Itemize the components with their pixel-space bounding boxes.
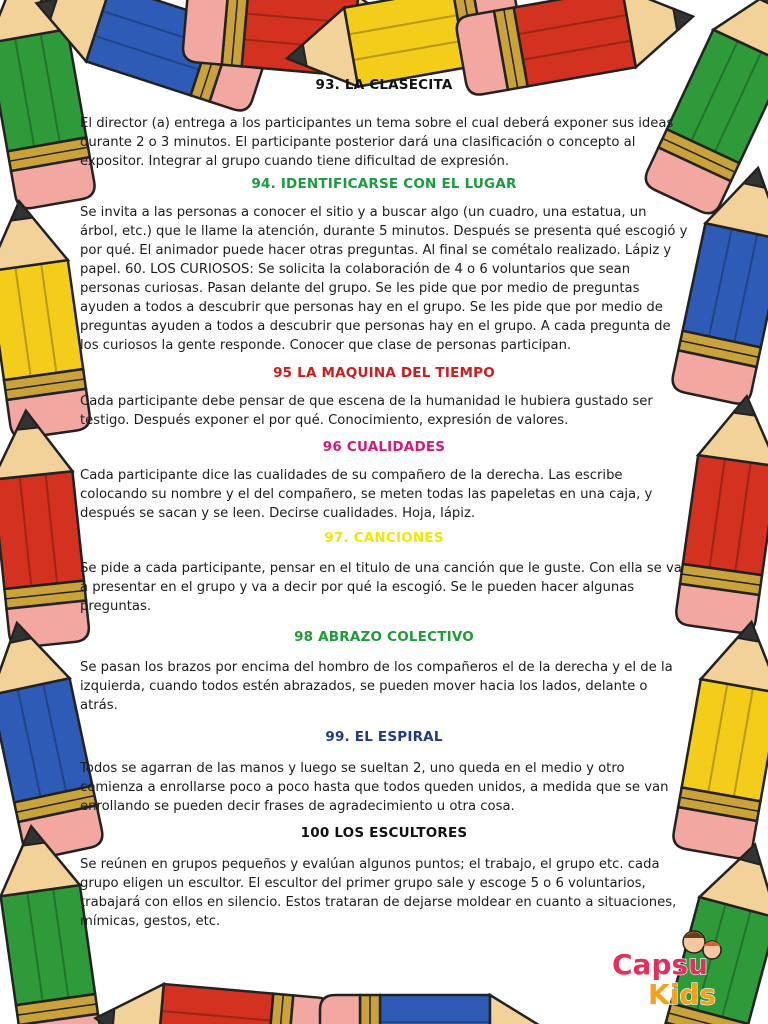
section-text-96: Cada participante dice las cualidades de su compañero de la derecha. Las escribe colocando su nombre y el del compañero, se meten todas las papeletas en una caja, y después se sacan y se leen. Decirse cualidades. Hoja, lápiz. xyxy=(80,468,653,521)
section-title-95: 95 LA MAQUINA DEL TIEMPO xyxy=(273,365,495,381)
section-title-97: 97. CANCIONES xyxy=(324,530,444,546)
document-body xyxy=(80,72,688,931)
section-title-98: 98 ABRAZO COLECTIVO xyxy=(294,629,474,645)
section-title-99: 99. EL ESPIRAL xyxy=(325,729,443,745)
section-text-94: Se invita a las personas a conocer el sitio y a buscar algo (un cuadro, una estatua, un árbol, etc.) que le llame la atención, durante 5 minutos. Después se presenta qué escogió y por qué. El animador puede hacer otras preguntas. Al final se cométalo realizado. Lápiz y papel. 60. LOS CURIOSOS: Se solicita la colaboración de 4 o 6 voluntarios que sean personas curiosas. Pasan delante del grupo. Se les pide que por medio de preguntas ayuden a todos a descubrir que personas hay en el grupo. Se les pide que por medio de preguntas ayuden a todos a descubrir que personas hay en el grupo. A cada pregunta de los curiosos la gente responde. Conocer que clase de personas participan. xyxy=(80,205,688,353)
section-text-93: El director (a) entrega a los participantes un tema sobre el cual deberá exponer sus ideas durante 2 o 3 minutos. El participante posterior dará una clasificación o concepto al expositor. Integrar al grupo cuando tiene dificultad de expresión. xyxy=(80,116,674,169)
logo-line1: Capsu xyxy=(612,948,709,981)
section-title-94: 94. IDENTIFICARSE CON EL LUGAR xyxy=(251,176,517,192)
section-text-97: Se pide a cada participante, pensar en el titulo de una canción que le guste. Con ella se va a presentar en el grupo y va a decir por qué la escogió. Se le pueden hacer algunas preguntas. xyxy=(80,561,682,614)
section-text-98: Se pasan los brazos por encima del hombro de los compañeros el de la derecha y el de la izquierda, cuando todos estén abrazados, se pueden mover hacia los lados, delante o atrás. xyxy=(80,660,673,713)
section-text-99: Todos se agarran de las manos y luego se sueltan 2, uno queda en el medio y otro comienza a enrollarse poco a poco hasta que todos queden unidos, a medida que se van enrollando se pueden decir frases de agradecimiento u otra cosa. xyxy=(80,761,669,814)
section-text-100: Se reúnen en grupos pequeños y evalúan algunos puntos; el trabajo, el grupo etc. cada grupo eligen un escultor. El escultor del primer grupo sale y escoge 5 o 6 voluntarios, trabajará con ellos en silencio. Estos trataran de dejarse moldear en cuanto a situaciones, mímicas, gestos, etc. xyxy=(80,857,677,929)
logo-line2: Kids xyxy=(648,978,717,1010)
section-text-95: Cada participante debe pensar de que escena de la humanidad le hubiera gustado ser testigo. Después exponer el por qué. Conocimiento, expresión de valores. xyxy=(80,394,653,428)
capsu-kids-logo xyxy=(608,930,724,1010)
section-title-100: 100 LOS ESCULTORES xyxy=(300,825,468,841)
section-title-93: 93. LA CLASECITA xyxy=(315,77,453,93)
section-title-96: 96 CUALIDADES xyxy=(322,439,446,455)
